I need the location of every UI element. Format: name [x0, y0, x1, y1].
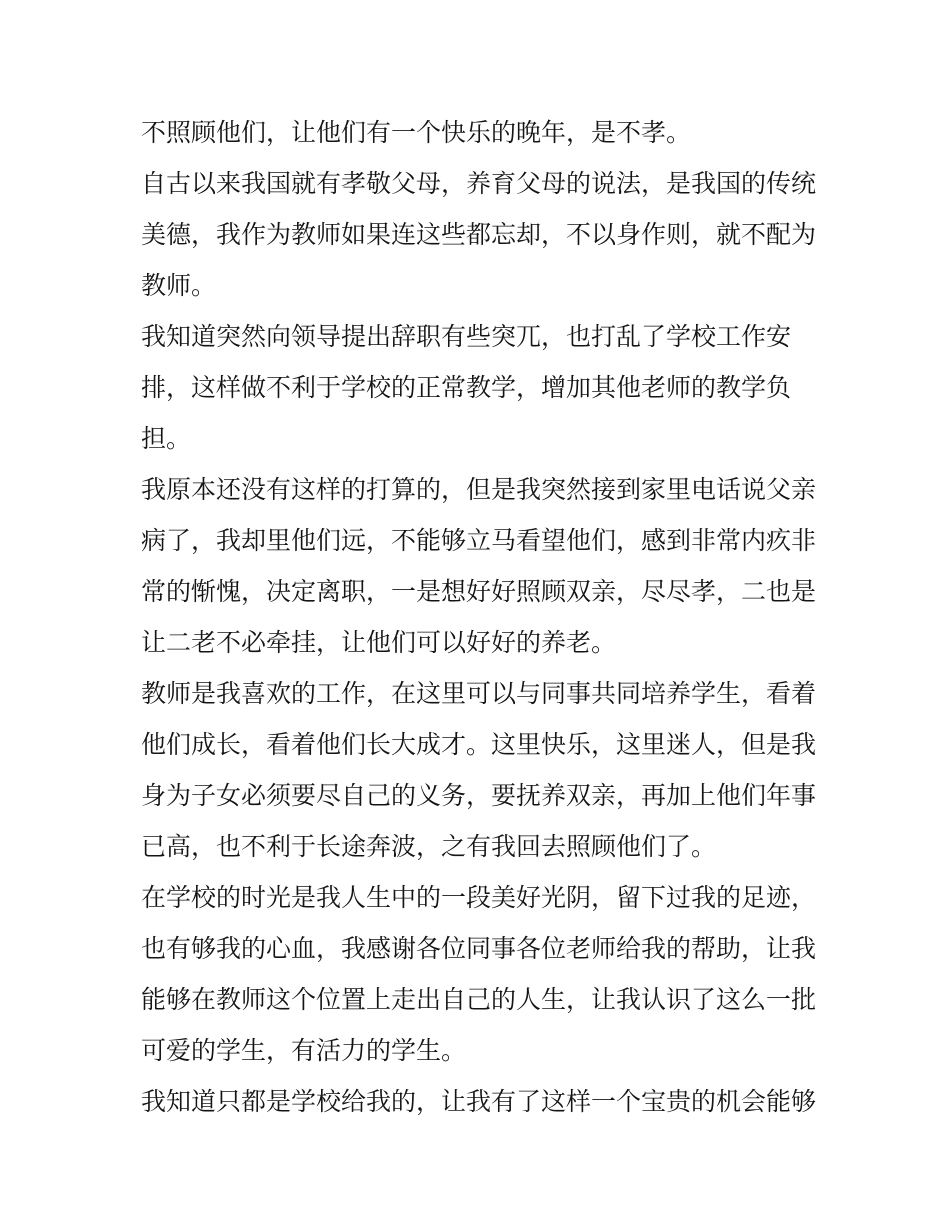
- text-line: 在学校的时光是我人生中的一段美好光阴，留下过我的足迹，: [141, 883, 817, 912]
- text-line: 让二老不必牵挂，让他们可以好好的养老。: [141, 628, 617, 657]
- text-line: 我原本还没有这样的打算的，但是我突然接到家里电话说父亲: [141, 475, 817, 504]
- text-line: 自古以来我国就有孝敬父母，养育父母的说法，是我国的传统: [141, 169, 817, 198]
- text-line: 也有够我的心血，我感谢各位同事各位老师给我的帮助，让我: [141, 934, 817, 963]
- text-line: 已高，也不利于长途奔波，之有我回去照顾他们了。: [141, 832, 717, 861]
- text-line: 常的惭愧，决定离职，一是想好好照顾双亲，尽尽孝，二也是: [141, 577, 817, 606]
- text-line: 美德，我作为教师如果连这些都忘却，不以身作则，就不配为: [141, 220, 817, 249]
- text-line: 可爱的学生，有活力的学生。: [141, 1036, 467, 1065]
- text-line: 他们成长，看着他们长大成才。这里快乐，这里迷人，但是我: [141, 730, 817, 759]
- text-line: 不照顾他们，让他们有一个快乐的晚年，是不孝。: [141, 118, 692, 147]
- text-line: 教师。: [141, 271, 217, 300]
- text-line: 我知道只都是学校给我的，让我有了这样一个宝贵的机会能够: [141, 1087, 817, 1116]
- text-line: 病了，我却里他们远，不能够立马看望他们，感到非常内疚非: [141, 526, 817, 555]
- text-line: 排，这样做不利于学校的正常教学，增加其他老师的教学负: [141, 373, 792, 402]
- text-line: 我知道突然向领导提出辞职有些突兀，也打乱了学校工作安: [141, 322, 792, 351]
- text-line: 担。: [141, 424, 192, 453]
- document-body: [141, 107, 821, 1127]
- text-line: 能够在教师这个位置上走出自己的人生，让我认识了这么一批: [141, 985, 817, 1014]
- text-line: 教师是我喜欢的工作，在这里可以与同事共同培养学生，看着: [141, 679, 817, 708]
- text-line: 身为子女必须要尽自己的义务，要抚养双亲，再加上他们年事: [141, 781, 817, 810]
